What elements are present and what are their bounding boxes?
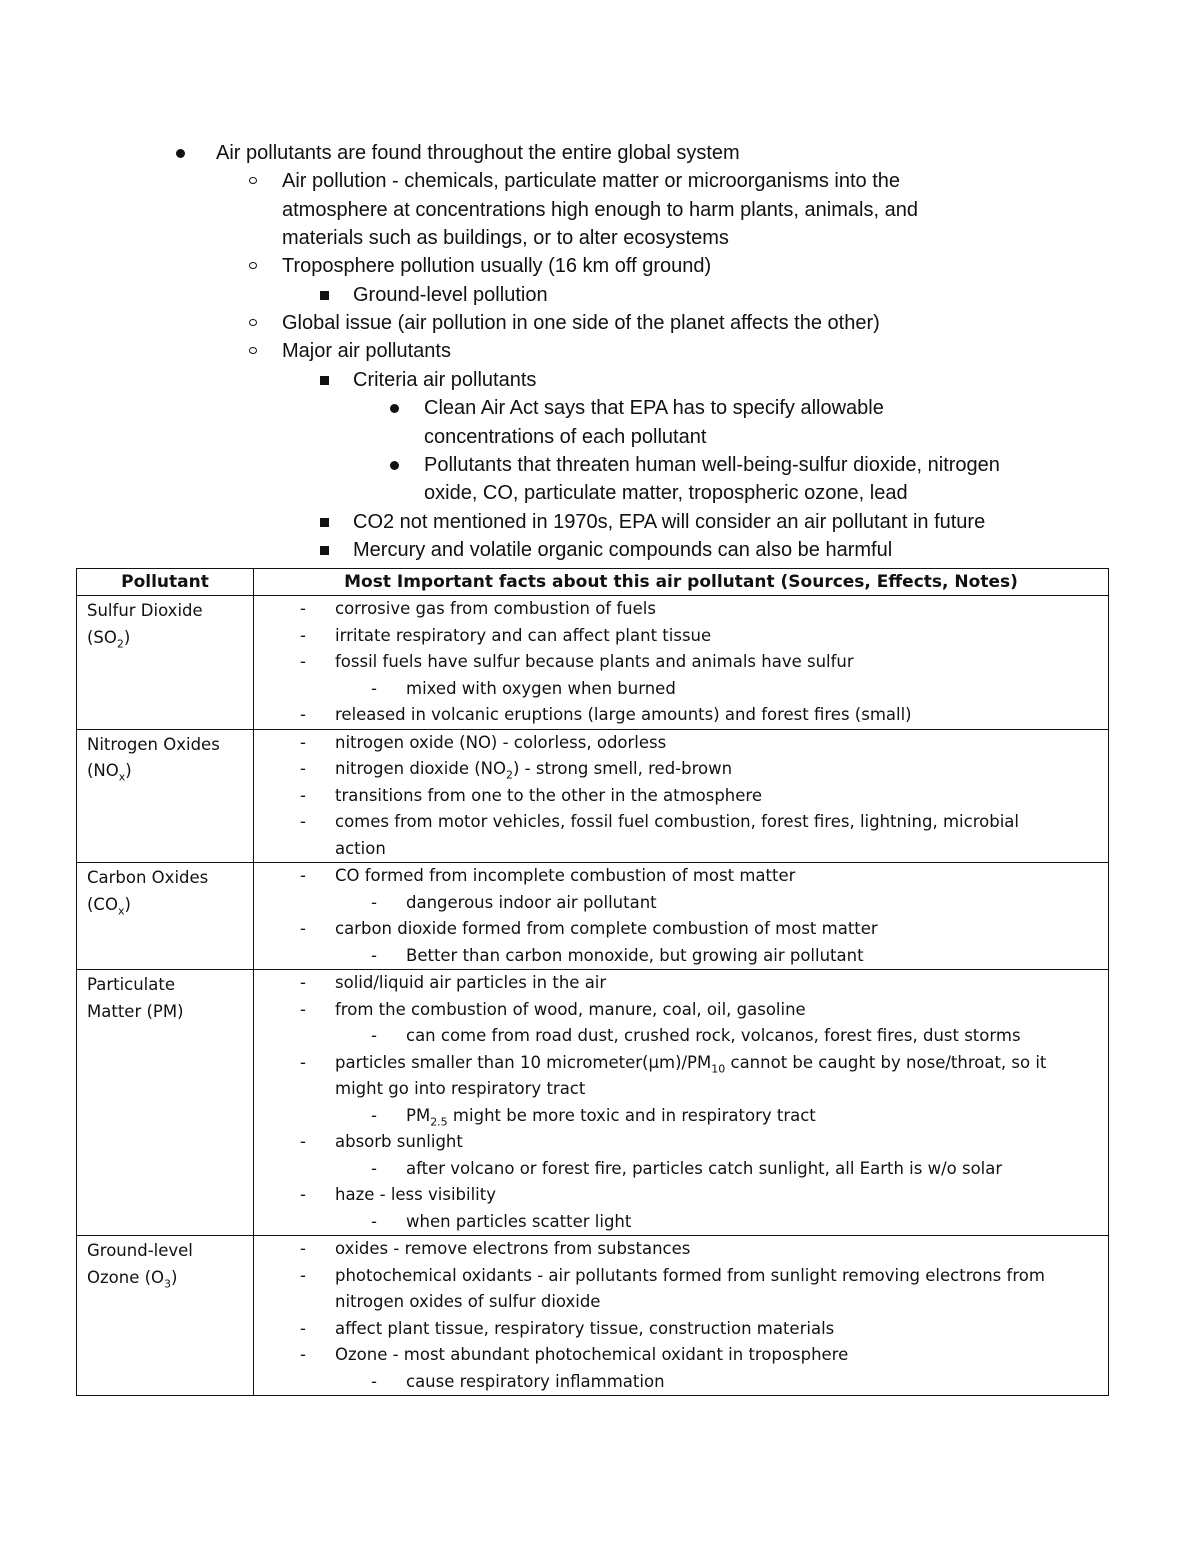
fact-line: might go into respiratory tract xyxy=(335,1079,586,1098)
formula-subscript: 3 xyxy=(164,1276,172,1290)
pollutant-facts-cell xyxy=(254,970,1109,1236)
fact-line: - after volcano or forest fire, particles catch sunlight, all Earth is w/o solar xyxy=(254,1156,1108,1183)
fact-subscript: 10 xyxy=(711,1061,726,1075)
dash-bullet-icon: - xyxy=(300,652,306,671)
pollutant-facts-table xyxy=(76,568,1109,1396)
dash-bullet-icon: - xyxy=(371,1371,377,1391)
fact-line: - irritate respiratory and can affect plant tissue xyxy=(254,623,1108,650)
fact-line: - $PM_{2.5}$ might be more toxic and in respiratory tract xyxy=(254,1103,1108,1130)
dash-bullet-icon: - xyxy=(300,1239,306,1258)
outline-item: atmosphere at concentrations high enough to harm plants, animals, and xyxy=(282,198,918,221)
dash-bullet-icon: - xyxy=(300,1318,306,1338)
bullet-square-icon xyxy=(320,518,329,527)
pollutant-facts-cell xyxy=(254,1236,1109,1396)
dash-bullet-icon: - xyxy=(371,892,377,912)
pollutant-formula: $(NO_x)$ xyxy=(87,761,132,784)
pollutant-name-cell xyxy=(77,1236,254,1396)
fact-line: - haze - less visibility xyxy=(254,1182,1108,1209)
fact-line: - particles smaller than 10 $micrometer(\mu m)/PM_{10}$ cannot be caught by nose/throat, so it xyxy=(254,1050,1108,1077)
outline-item: CO2 not mentioned in 1970s, EPA will consider an air pollutant in future xyxy=(353,510,986,533)
dash-bullet-icon: - xyxy=(300,919,306,938)
fact-line: - cause respiratory inflammation xyxy=(254,1369,1108,1396)
bullet-disc-icon xyxy=(176,149,185,158)
fact-line: - oxides - remove electrons from substances xyxy=(254,1236,1108,1263)
dash-bullet-icon: - xyxy=(300,759,306,778)
dash-bullet-icon: - xyxy=(300,812,306,831)
outline-item: Major air pollutants xyxy=(282,340,451,363)
dash-bullet-icon: - xyxy=(300,599,306,618)
table-row xyxy=(77,863,1109,970)
dash-bullet-icon: - xyxy=(300,1345,306,1364)
formula-subscript: x xyxy=(118,770,126,784)
outline-item: Mercury and volatile organic compounds can also be harmful xyxy=(353,538,893,561)
fact-subscript: 2.5 xyxy=(430,1114,448,1128)
bullet-circle-icon xyxy=(249,262,257,269)
pollutant-facts-cell xyxy=(254,729,1109,863)
fact-line: - released in volcanic eruptions (large amounts) and forest fires (small) xyxy=(254,702,1108,729)
fact-line: - solid/liquid air particles in the air xyxy=(254,970,1108,997)
pollutant-name: Nitrogen Oxides xyxy=(87,734,220,754)
pollutant-name-cell xyxy=(77,729,254,863)
fact-line: - Ozone - most abundant photochemical oxidant in troposphere xyxy=(254,1342,1108,1369)
formula-subscript: x xyxy=(117,903,125,917)
outline-item: materials such as buildings, or to alter ecosystems xyxy=(282,227,729,250)
header-pollutant: Pollutant xyxy=(77,569,254,596)
dash-bullet-icon: - xyxy=(371,678,377,698)
pollutant-formula: $(CO_x)$ xyxy=(87,894,131,917)
pollutant-formula: $(SO_2)$ xyxy=(87,627,131,650)
dash-bullet-icon: - xyxy=(371,1158,377,1178)
fact-subscript: 2 xyxy=(506,768,513,782)
fact-line: nitrogen oxides of sulfur dioxide xyxy=(335,1292,601,1311)
fact-line: - mixed with oxygen when burned xyxy=(254,676,1108,703)
dash-bullet-icon: - xyxy=(300,705,306,724)
fact-line: - comes from motor vehicles, fossil fuel combustion, forest fires, lightning, microbial xyxy=(254,809,1108,836)
bullet-circle-icon xyxy=(249,347,257,354)
pollutant-name-cell xyxy=(77,863,254,970)
bullet-disc-icon xyxy=(390,404,399,413)
fact-line: - carbon dioxide formed from complete combustion of most matter xyxy=(254,916,1108,943)
outline-item: concentrations of each pollutant xyxy=(424,425,707,448)
bullet-circle-icon xyxy=(249,177,257,184)
pollutant-name: Sulfur Dioxide xyxy=(87,601,203,620)
outline-item: Ground-level pollution xyxy=(353,283,548,306)
outline-item: oxide, CO, particulate matter, tropospheric ozone, lead xyxy=(424,482,908,505)
fact-line: - Better than carbon monoxide, but growing air pollutant xyxy=(254,943,1108,970)
fact-line: action xyxy=(335,838,386,858)
table-row xyxy=(77,596,1109,730)
fact-line: - nitrogen dioxide $(NO_2)$ - strong smell, red-brown xyxy=(254,756,1108,783)
fact-line: - corrosive gas from combustion of fuels xyxy=(254,596,1108,623)
header-facts: Most Important facts about this air pollutant (Sources, Effects, Notes) xyxy=(254,569,1109,596)
fact-line: - from the combustion of wood, manure, coal, oil, gasoline xyxy=(254,997,1108,1024)
pollutant-name: Ground-level xyxy=(87,1241,193,1260)
bullet-circle-icon xyxy=(249,319,257,326)
pollutant-name-cell xyxy=(77,596,254,730)
dash-bullet-icon: - xyxy=(300,785,306,805)
dash-bullet-icon: - xyxy=(300,866,306,885)
table-header-row xyxy=(77,569,1109,596)
fact-line: - affect plant tissue, respiratory tissue, construction materials xyxy=(254,1316,1108,1343)
fact-line: - CO formed from incomplete combustion of most matter xyxy=(254,863,1108,890)
dash-bullet-icon: - xyxy=(300,732,306,752)
pollutant-formula: Ozone $(O_3)$ xyxy=(87,1267,178,1290)
bullet-square-icon xyxy=(320,376,329,385)
outline-item: Global issue (air pollution in one side of the planet affects the other) xyxy=(282,312,880,335)
fact-line: - can come from road dust, crushed rock, volcanos, forest fires, dust storms xyxy=(254,1023,1108,1050)
outline-item: Air pollutants are found throughout the entire global system xyxy=(216,142,740,164)
fact-line: - when particles scatter light xyxy=(254,1209,1108,1236)
table-row xyxy=(77,970,1109,1236)
table-row xyxy=(77,729,1109,863)
outline-item: Air pollution - chemicals, particulate matter or microorganisms into the xyxy=(282,170,901,193)
dash-bullet-icon: - xyxy=(300,1052,306,1072)
fact-line: - transitions from one to the other in the atmosphere xyxy=(254,783,1108,810)
dash-bullet-icon: - xyxy=(300,1132,306,1151)
bullet-disc-icon xyxy=(390,461,399,470)
pollutant-formula: Matter (PM) xyxy=(87,1001,184,1021)
dash-bullet-icon: - xyxy=(371,1105,377,1125)
pollutant-name: Carbon Oxides xyxy=(87,868,209,887)
bullet-square-icon xyxy=(320,291,329,300)
formula-subscript: 2 xyxy=(116,636,124,650)
pollutant-name: Particulate xyxy=(87,975,176,994)
outline-item: Pollutants that threaten human well-being-sulfur dioxide, nitrogen xyxy=(424,453,1000,476)
dash-bullet-icon: - xyxy=(371,1026,377,1045)
fact-line: - fossil fuels have sulfur because plants and animals have sulfur xyxy=(254,649,1108,676)
dash-bullet-icon: - xyxy=(371,1211,377,1231)
pollutant-facts-cell xyxy=(254,596,1109,730)
pollutant-name-cell xyxy=(77,970,254,1236)
fact-line: - photochemical oxidants - air pollutants formed from sunlight removing electrons from xyxy=(254,1263,1108,1290)
bullet-square-icon xyxy=(320,546,329,555)
dash-bullet-icon: - xyxy=(300,999,306,1019)
fact-line: - nitrogen oxide (NO) - colorless, odorless xyxy=(254,730,1108,757)
dash-bullet-icon: - xyxy=(300,973,306,992)
dash-bullet-icon: - xyxy=(300,1185,306,1204)
outline-item: Troposphere pollution usually (16 km off ground) xyxy=(282,255,712,278)
dash-bullet-icon: - xyxy=(300,1265,306,1285)
outline-item: Criteria air pollutants xyxy=(353,368,537,391)
dash-bullet-icon: - xyxy=(300,625,306,645)
table-row xyxy=(77,1236,1109,1396)
fact-line: - absorb sunlight xyxy=(254,1129,1108,1156)
dash-bullet-icon: - xyxy=(371,945,377,965)
pollutant-facts-cell xyxy=(254,863,1109,970)
outline-item: Clean Air Act says that EPA has to specify allowable xyxy=(424,397,884,420)
fact-line: - dangerous indoor air pollutant xyxy=(254,890,1108,917)
